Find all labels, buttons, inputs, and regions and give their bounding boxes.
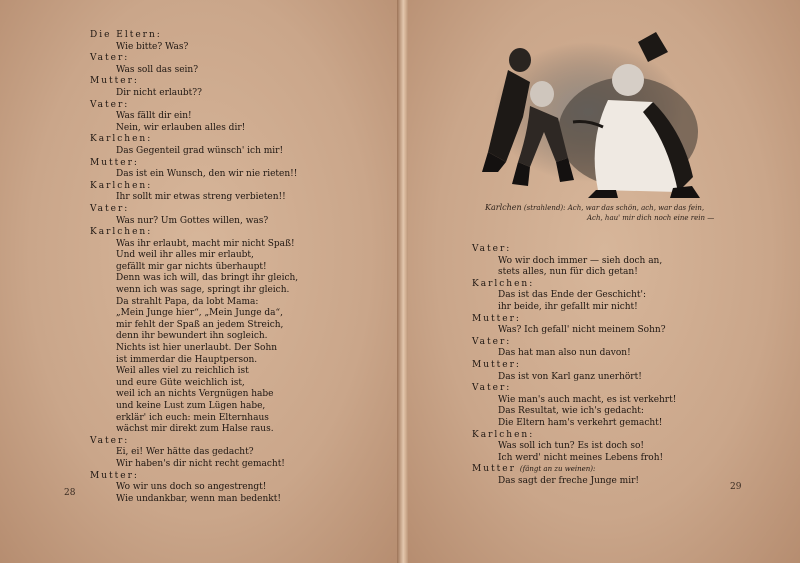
dialogue-block [472, 279, 676, 314]
verse-line: Wir haben's dir nicht recht gemacht! [116, 458, 285, 469]
caption-line-1: Ach, war das schön, ach, war das fein, [567, 204, 705, 212]
verse-line: Denn was ich will, das bringt ihr gleich, [116, 273, 299, 284]
speaker-label: Vater: [472, 244, 512, 254]
dialogue-block [472, 360, 676, 383]
speaker-name [90, 30, 298, 42]
dialogue-block [472, 464, 676, 487]
right-dialogue [472, 244, 676, 487]
speaker-label: Die Eltern: [90, 30, 162, 40]
dialogue-block [90, 53, 298, 76]
page-number-left: 28 [64, 488, 76, 498]
verse-line: wächst mir direkt zum Halse raus. [116, 424, 274, 435]
verse-line: Das Resultat, wie ich's gedacht: [498, 406, 644, 417]
verse-line: Nein, wir erlauben alles dir! [116, 122, 246, 133]
speaker-label: Vater: [90, 99, 130, 110]
verse-line: „Mein Junge hier“, „Mein Junge da“, [116, 308, 283, 319]
verse-line: Das sagt der freche Junge mir! [498, 475, 639, 486]
speaker-name [90, 471, 298, 483]
verse-line: Nichts ist hier unerlaubt. Der Sohn [116, 343, 278, 354]
verse-line: mir fehlt der Spaß an jedem Streich, [116, 319, 284, 330]
speaker-label: Karlchen: [90, 227, 153, 238]
speaker-name [472, 383, 676, 395]
stage-direction: (fängt an zu weinen): [519, 465, 596, 474]
speaker-name [90, 181, 298, 193]
verse-line: ihr beide, ihr gefallt mir nicht! [498, 301, 638, 312]
speaker-label: Mutter [472, 464, 516, 475]
verse-line: Was nur? Um Gottes willen, was? [116, 215, 269, 226]
page-number-right: 29 [730, 482, 742, 492]
dialogue-block [90, 436, 298, 471]
speaker-label: Karlchen: [472, 429, 535, 440]
dialogue-block [90, 181, 298, 204]
speaker-name [90, 436, 298, 448]
caption-line-2: Ach, hau' mir dich noch eine rein — [587, 214, 715, 222]
speaker-name [472, 279, 676, 291]
speaker-label: Mutter: [90, 157, 139, 168]
speaker-label: Vater: [90, 203, 130, 214]
verse-line: stets alles, nun für dich getan! [498, 267, 638, 278]
verse-line: Ei, ei! Wer hätte das gedacht? [116, 447, 254, 458]
verse-line: Was fällt dir ein! [116, 111, 192, 122]
dialogue-block [472, 430, 676, 465]
dialogue-block [90, 204, 298, 227]
verse-line: Ihr sollt mir etwas streng verbieten!! [116, 192, 286, 203]
speaker-name [472, 244, 676, 256]
verse-line: Ich werd' nicht meines Lebens froh! [498, 452, 664, 463]
dialogue-block [472, 383, 676, 429]
speaker-label: Vater: [472, 383, 512, 394]
speaker-label: Mutter: [472, 359, 521, 370]
speaker-name [90, 100, 298, 112]
verse-line: Wo wir doch immer — sieh doch an, [498, 255, 663, 266]
verse-line: Und weil ihr alles mir erlaubt, [116, 250, 254, 261]
verse-line: Was soll ich tun? Es ist doch so! [498, 441, 644, 452]
speaker-name [472, 464, 676, 476]
illustration-karlchen-beating-parents [478, 22, 710, 198]
speaker-name [472, 360, 676, 372]
speaker-name [90, 204, 298, 216]
speaker-label: Vater: [472, 336, 512, 347]
verse-line: Das ist das Ende der Geschicht': [498, 290, 647, 301]
verse-line: denn ihr bewundert ihn sogleich. [116, 331, 268, 342]
verse-line: und eure Güte weichlich ist, [116, 377, 245, 388]
dialogue-block [90, 471, 298, 506]
speaker-label: Karlchen: [472, 278, 535, 289]
verse-line: Wie undankbar, wenn man bedenkt! [116, 493, 281, 504]
speaker-label: Karlchen: [90, 134, 153, 145]
illustration-caption [485, 203, 725, 223]
dialogue-block [90, 76, 298, 99]
dialogue-block [472, 314, 676, 337]
dialogue-block [90, 100, 298, 135]
dialogue-block [472, 244, 676, 279]
speaker-name [90, 76, 298, 88]
dialogue-block [90, 158, 298, 181]
verse-line: Wo wir uns doch so angestrengt! [116, 482, 267, 493]
verse-line: Wie man's auch macht, es ist verkehrt! [498, 394, 677, 405]
verse-line: Was soll das sein? [116, 64, 199, 75]
speaker-label: Vater: [90, 53, 130, 64]
verse-line: und keine Lust zum Lügen habe, [116, 401, 266, 411]
verse-line: Das Gegenteil grad wünsch' ich mir! [116, 145, 284, 156]
verse-line: Die Eltern ham's verkehrt gemacht! [498, 417, 663, 428]
verse-line: Das ist von Karl ganz unerhört! [498, 371, 642, 382]
verse-line: Dir nicht erlaubt?? [116, 87, 202, 98]
verse-line: Wie bitte? Was? [116, 41, 189, 52]
dialogue-block [90, 134, 298, 157]
verse-line: weil ich an nichts Vergnügen habe [116, 389, 274, 400]
speaker-name [90, 227, 298, 239]
speaker-label: Karlchen: [90, 180, 153, 191]
speaker-name [90, 158, 298, 170]
verse-line: Weil alles viel zu reichlich ist [116, 366, 249, 377]
verse-line: Was ihr erlaubt, macht mir nicht Spaß! [116, 238, 295, 249]
speaker-name [90, 134, 298, 146]
speaker-label: Vater: [90, 435, 130, 446]
verse-line: wenn ich was sage, springt ihr gleich. [116, 285, 290, 296]
dialogue-block [472, 337, 676, 360]
verse-line: Das hat man also nun davon! [498, 348, 631, 359]
speaker-label: Mutter: [90, 76, 139, 87]
dialogue-block [90, 227, 298, 436]
left-dialogue [90, 30, 298, 505]
verse-line: Das ist ein Wunsch, den wir nie rieten!! [116, 169, 298, 180]
verse-line: Was? Ich gefall' nicht meinem Sohn? [498, 325, 666, 336]
verse-line: ist immerdar die Hauptperson. [116, 354, 258, 365]
caption-stage-direction: (strahlend): [523, 204, 566, 212]
verse-line: Da strahlt Papa, da lobt Mama: [116, 296, 259, 307]
speaker-name [90, 53, 298, 65]
dialogue-block [90, 30, 298, 53]
caption-speaker: Karlchen [485, 203, 522, 212]
verse-line: erklär' ich euch: mein Elternhaus [116, 412, 269, 423]
speaker-name [472, 430, 676, 442]
speaker-label: Mutter: [472, 313, 521, 324]
speaker-label: Mutter: [90, 470, 139, 481]
speaker-name [472, 337, 676, 349]
verse-line: gefällt mir gar nichts überhaupt! [116, 261, 267, 272]
speaker-name [472, 314, 676, 326]
